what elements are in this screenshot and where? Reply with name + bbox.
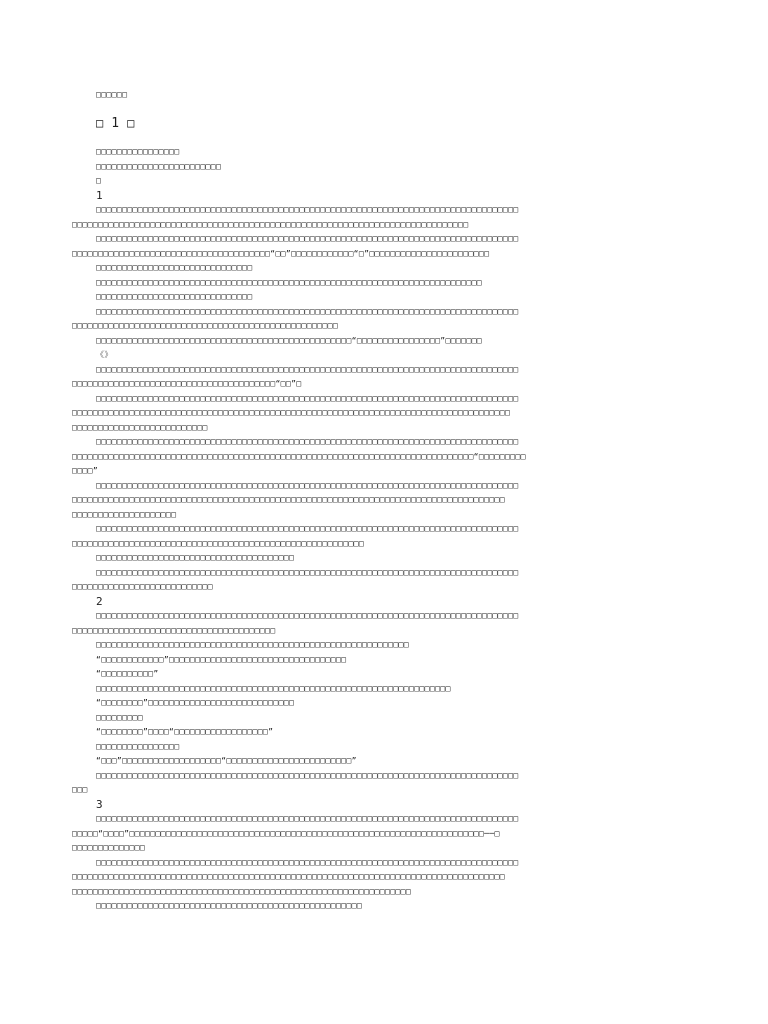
text-line: □□□ [72,785,88,794]
chapter-number: 1 [111,116,120,131]
text-line: □□□□□□□□□□□□□□□□□□□□□□□□□□□□□□□□□□□□□□“□□”□□□□□□□□□□□□“□”□□□□□□□□□□□□□□□□□□□□□□□ [72,248,490,258]
text-line: □□□□□□□□□□□□□□□□□□□□□□□□□□□□□□□□□□□□□□□□□□□□□□□□□□□ [96,901,363,910]
text-line: □□□□□□□□□□□□□□□□□□□□□□□□□□□□□□□□□□□□□□□ [72,625,276,635]
text-line: □□□□□□□□□□□□□□□□□□□□□□□□□□□□□□□□□□□□□□□□□□□□□□□□□□□ [72,321,339,330]
text-line: “□□□□□□□□□□□□”□□□□□□□□□□□□□□□□□□□□□□□□□□□□□□□□□□ [96,654,347,664]
section-number: 3 [96,797,104,811]
text-line: □□□□□□□□□□□□□□□□□□□□□□□□□□□□□□□□□□□□□□□□□□□□□□□□□□□□□□□□□□□□□□□□□□□□□□□□□□□□□□□□□ [96,611,519,620]
chapter-heading [72,116,704,131]
text-line: □□□□□□□□□□□□□□□□□□□□□□□□□□□□□□□□□□□□□□□“□□”□ [72,379,302,388]
text-line: □□□□□□□□□□□□□□□□□□□□□□□□□□□□□□□□□□□□□□□□□□□□□□□□□□□□□□□□□□□□□□□□□□□□□□□□□□□□□□□□□ [96,234,519,243]
text-line: 《》 [96,350,113,359]
text-line: □□□□□□□□□□□□□□□□□□□□□□□□□□□□□□□□□□□□□□□□□□□□□□□□□□□□□□□□□□□□□□□□□ [72,886,412,896]
text-line: “□□□□□□□□”□□□□“□□□□□□□□□□□□□□□□□□” [96,727,274,736]
text-line: □□□□□□□□□□□□□□□□□□□□□□□□□□□□□□□□□□□□□□ [96,553,295,562]
text-line: □□□□□□□□□□□□□□□□□□□□□□□□□□□□□□□□□□□□□□□□□□□□□□□□□□□□□□□□□□□□□□□□□□□□ [96,683,451,693]
text-line: □□□□□□□□□□□□□□ [72,843,146,852]
text-line: □□□□□□□□□□□□□□□□□□□□□□□□□□□□□□□□□□□□□□□□□□□□□□□□□□□□□□□□□□□□□□□□□□□□□□□□□□□□□□□□□□□ [72,495,505,504]
text-line: □□□□□□□□□□□□□□□□□□□□□□□□□□□□□□□□□□□□□□□□□□□□□□□□□□□□□□□□□□□□□□□□□□□□□□□□□□□□□□□□□ [96,480,519,490]
section-number: 2 [96,594,104,608]
document-body [72,145,704,914]
text-line: □□□□□□□□□□□□□□□□□□□□□□□□□□□□□□□□□□□□□□□□□□□□□□□□□□□□□□□□□□□□□□□□□□□□□□□□□□□□□□□□□ [96,306,519,316]
text-line: □□□□□□□□□□□□□□□□□□□□□□□□□□□□□□□□□□□□□□□□□□□□□□□□□□□□□□□□□□□□□□□□□□□□□□□□□□□□□□□□□ [96,364,519,374]
text-line: □□□□□□□□□□□□□□□□□□□□□□□□□□□□□□□□□□□□□□□□□□□□□□□□□□□□□□□□□□□□□□□□□□□□□□□□□□ [96,277,483,287]
text-line: □□□□□□□□□□□□□□□□□□□□□□□□□□□□□□□□□□□□□□□□□□□□□□□□□“□□□□□□□□□□□□□□□□”□□□□□□□ [96,335,483,345]
text-line: □□□□□□□□□□□□□□□□□□□□□□□□□□□□□□□□□□□□□□□□□□□□□□□□□□□□□□□□□□□□□□□□□□□□□□□□□□□□□□□□□ [96,524,519,533]
text-line: “□□□”□□□□□□□□□□□□□□□□□□□“□□□□□□□□□□□□□□□□□□□□□□□□” [96,756,357,765]
text-line: □□□□□□□□□□□□□□□□□□□□□□□□□□□□□□□□□□□□□□□□□□□□□□□□□□□□□□□□□□□□□□□□□□□□□□□□□□□□□□□□□ [96,770,519,780]
text-line: □□□□□□□□□□□□□□□□□□□□□□□□□□□□□□□□□□□□□□□□□□□□□□□□□□□□□□□□□□□□□□□□□□□□□□□□□□□□□“□□□□□□□□□ [72,451,526,461]
text-line: □□□□” [72,466,99,475]
text-line: □□□□□□□□□□□□□□□□□□□□□□□□□□□□□□□□□□□□□□□□□□□□□□□□□□□□□□□□□□□□□□□□□□□□□□□□□□□□□□□□□ [96,437,519,446]
text-line: “□□□□□□□□□□” [96,669,159,678]
chapter-suffix: □ [119,116,135,130]
text-line: □□□□□□□□□□□□□□□□□□□□□□□□□□ [72,422,208,432]
text-line: □□□□□□□□□□□□□□□□□□□□□□□□ [96,161,222,171]
text-line: □□□□□□□□□□□□□□□□□□□□□□□□□□□□□□ [96,263,253,272]
text-line: □□□□□□□□□□□□□□□□ [96,147,180,156]
text-line: □□□□□□□□□□□□□□□□□□□□ [72,509,177,519]
text-line: □□□□□□□□□□□□□□□□ [96,741,180,751]
section-number: 1 [96,188,104,202]
chapter-prefix: □ [96,116,112,130]
text-line: □□□□□□□□□□□□□□□□□□□□□□□□□□□□□□□□□□□□□□□□□□□□□□□□□□□□□□□□□□□□□□□□□□□□□□□□□□□□□□□□□□□ [72,872,505,881]
text-line: □□□□□□□□□□□□□□□□□□□□□□□□□□□□□□□□□□□□□□□□□□□□□□□□□□□□□□□□□□□□□□□□□□□□□□□□□□□□□□□□□ [96,857,519,867]
text-line: □□□□□□□□□□□□□□□□□□□□□□□□□□□□□□□□□□□□□□□□□□□□□□□□□□□□□□□□□□□□□□□□□□□□□□□□□□□□□□□□□ [96,814,519,823]
text-line: □□□□□□□□□□□□□□□□□□□□□□□□□□□□□□ [96,292,253,301]
text-line: □□□□□“□□□□”□□□□□□□□□□□□□□□□□□□□□□□□□□□□□□□□□□□□□□□□□□□□□□□□□□□□□□□□□□□□□□□□□□□□──□ [72,828,500,838]
text-line: □□□□□□□□□□□□□□□□□□□□□□□□□□□□□□□□□□□□□□□□□□□□□□□□□□□□□□□□□□□□ [96,640,409,649]
text-line: □□□□□□□□□□□□□□□□□□□□□□□□□□□□□□□□□□□□□□□□□□□□□□□□□□□□□□□□□□□□□□□□□□□□□□□□□□□□□□□□□□□□ [72,408,511,417]
document-title: □□□□□□ [96,90,128,99]
text-line: □ [96,176,102,185]
text-line: □□□□□□□□□□□□□□□□□□□□□□□□□□□□□□□□□□□□□□□□□□□□□□□□□□□□□□□□□□□□□□□□□□□□□□□□□□□□□□□□□ [96,567,519,577]
text-line: □□□□□□□□□□□□□□□□□□□□□□□□□□□□□□□□□□□□□□□□□□□□□□□□□□□□□□□□□□□□□□□□□□□□□□□□□□□□□□□□□ [96,393,519,403]
text-line: □□□□□□□□□□□□□□□□□□□□□□□□□□□□□□□□□□□□□□□□□□□□□□□□□□□□□□□□□□□□□□□□□□□□□□□□□□□□□□□□□ [96,205,519,214]
text-line: □□□□□□□□□ [96,712,143,722]
text-line: □□□□□□□□□□□□□□□□□□□□□□□□□□□ [72,582,213,591]
text-line: “□□□□□□□□”□□□□□□□□□□□□□□□□□□□□□□□□□□□□ [96,698,295,707]
text-line: □□□□□□□□□□□□□□□□□□□□□□□□□□□□□□□□□□□□□□□□□□□□□□□□□□□□□□□□□□□□□□□□□□□□□□□□□□□□ [72,219,469,229]
text-line: □□□□□□□□□□□□□□□□□□□□□□□□□□□□□□□□□□□□□□□□□□□□□□□□□□□□□□□□ [72,538,365,548]
document-page [72,88,704,914]
